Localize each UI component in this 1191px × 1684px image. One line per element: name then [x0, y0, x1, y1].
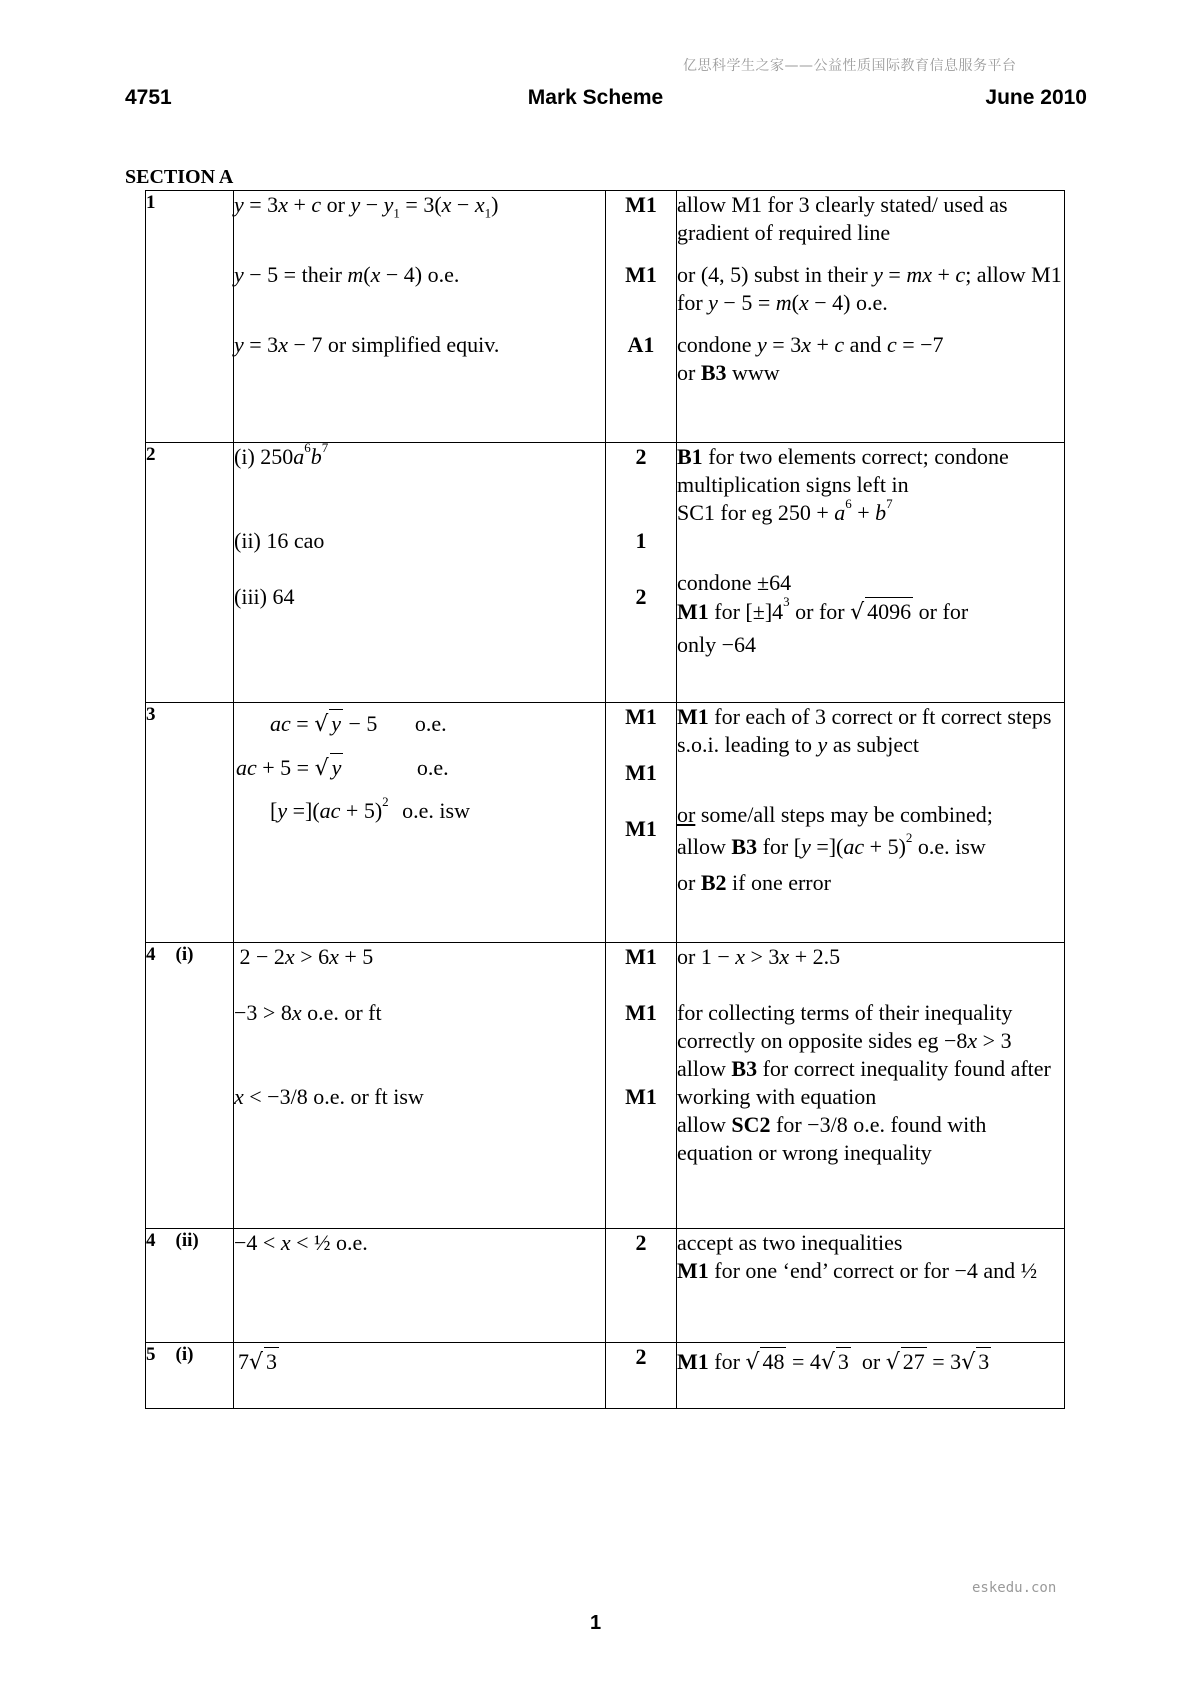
table-row-q1 — [146, 191, 1065, 443]
guidance-cell: B1 for two elements correct; condone multiplication signs left in SC1 for eg $250 + a^6 + b^7$ condone ±64 M1 for $[\pm]4^3$ or for √ 4096 or for only −64 — [677, 443, 1065, 703]
guidance-cell: or 1 − x > 3x + 2.5 for collecting terms of their inequality correctly on opposite sides eg −8x > 3 allow B3 for correct inequality found after working with equation allow SC2 for −3/8 o.e. found with equation or wrong inequality — [677, 943, 1065, 1229]
answer-cell: y = 3x + c or $y - y_1 = 3(x - x_1)$ y − 5 = their m(x − 4) o.e. y = 3x − 7 or simplified equiv. — [234, 191, 606, 443]
question-number: 4 (i) — [146, 943, 234, 1229]
watermark-bottom: eskedu.con — [972, 1580, 1057, 1596]
table-row-q4i — [146, 943, 1065, 1229]
marks-cell: 2 1 2 — [606, 443, 677, 703]
answer-cell: ac = √ y − 5 o.e. ac + 5 = √ y o.e. [y =](ac + 5)$^2$ o.e. isw — [234, 703, 606, 943]
mark-scheme-table — [145, 190, 1065, 1409]
marks-cell: 2 — [606, 1343, 677, 1409]
question-number: 1 — [146, 191, 234, 443]
guidance-cell: allow M1 for 3 clearly stated/ used as gradient of required line or (4, 5) subst in their y = mx + c; allow M1 for y − 5 = m(x − 4) o.e. condone y = 3x + c and c = −7 or B3 www — [677, 191, 1065, 443]
answer-cell: 7√ 3 — [234, 1343, 606, 1409]
answer-cell: 2 − 2x > 6x + 5 −3 > 8x o.e. or ft x < −3/8 o.e. or ft isw — [234, 943, 606, 1229]
answer-cell: (i) $250a^6b^7$ (ii) 16 cao (iii) 64 — [234, 443, 606, 703]
table-row-q4ii — [146, 1229, 1065, 1343]
table-row-q3 — [146, 703, 1065, 943]
marks-cell: 2 — [606, 1229, 677, 1343]
answer-cell: −4 < x < ½ o.e. — [234, 1229, 606, 1343]
section-title: SECTION A — [125, 166, 234, 188]
guidance-cell: accept as two inequalities M1 for one ‘end’ correct or for −4 and ½ — [677, 1229, 1065, 1343]
header-title: Mark Scheme — [527, 86, 664, 109]
header-date: June 2010 — [985, 86, 1087, 109]
guidance-cell: M1 for each of 3 correct or ft correct steps s.o.i. leading to y as subject or some/all steps may be combined; allow B3 for [y =](ac + 5)$^2$ o.e. isw or B2 if one error — [677, 703, 1065, 943]
question-number: 4 (ii) — [146, 1229, 234, 1343]
marks-cell: M1 M1 M1 — [606, 943, 677, 1229]
table-row-q5i — [146, 1343, 1065, 1409]
header-paper-code: 4751 — [125, 86, 172, 109]
question-number: 2 — [146, 443, 234, 703]
marks-cell: M1 M1 A1 — [606, 191, 677, 443]
question-number: 3 — [146, 703, 234, 943]
question-number: 5 (i) — [146, 1343, 234, 1409]
table-row-q2 — [146, 443, 1065, 703]
guidance-cell: M1 for √ 48 = 4√ 3 or √ 27 = 3√ 3 — [677, 1343, 1065, 1409]
marks-cell: M1 M1 M1 — [606, 703, 677, 943]
watermark-top: 亿思科学生之家——公益性质国际教育信息服务平台 — [683, 58, 1017, 74]
page-number: 1 — [589, 1612, 602, 1634]
